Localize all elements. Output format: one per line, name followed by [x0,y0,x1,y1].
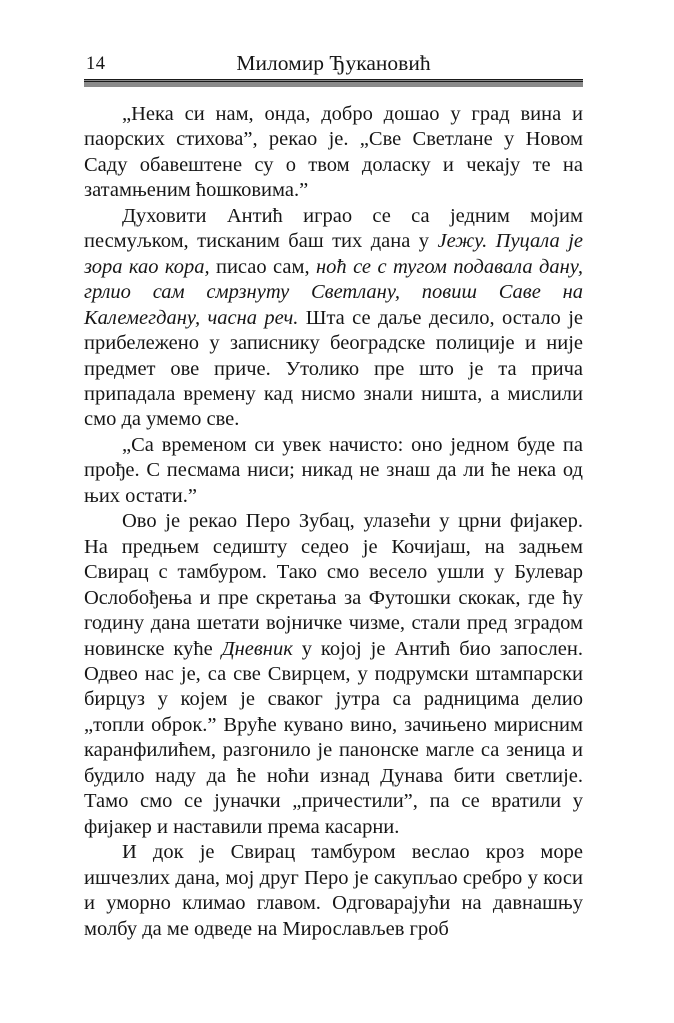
paragraph [84,204,583,433]
text-run: писао сам, [209,255,317,278]
text-run: Ово је рекао Перо Зубац, улазећи у црни фијакер. На предњем седишту седео је Кочијаш, на задњем Свирац с тамбуром. Тако смо весело ушли у Булевар Ослобођења и пре скретања за Футошки скокак, где ћу годину дана шетати војничке чизме, стали пред зградом новинске куће [84,510,583,660]
paragraph [84,509,583,840]
italic-text-run: Дневник [221,637,293,660]
text-run: „Са временом си увек начисто: оно једном буде па прође. С песмама ниси; никад не знаш да ли ће нека од њих остати.” [84,433,583,507]
italic-text-run: ноћ се с тугом подавала дану, грлио сам смрзнуту Светлану, повиш Саве на Калемегдану, часна реч. [84,255,584,329]
italic-text-run: Јежу. Пуцала је зора као кора, [84,230,584,278]
paragraph [84,433,583,509]
text-run: у којој је Антић био запослен. Одвео нас је, са све Свирцем, у подрумски штампарски бирцуз у којем је сваког јутра са радницима делио „топли оброк.” Вруће кувано вино, зачињено мирисним каранфилићем, разгонило је панонске магле са зеница и будило наду да ће ноћи изнад Дунава бити светлије. Тамо смо се јуначки „причестили”, па се вратили у фијакер и наставили према касарни. [84,637,583,838]
paragraph [84,840,583,942]
page-number: 14 [86,54,106,74]
text-run: Шта се даље десило, остало је прибележено у записнику београдске полиције и није предмет ове приче. Утолико пре што је та прича припадала времену кад нисмо знали ништа, а мислили смо да умемо све. [84,306,583,431]
page-text [84,102,583,942]
text-run: Духовити Антић играо се са једним мојим песмуљком, тисканим баш тих дана у [84,204,583,253]
page-header [84,48,583,75]
text-run: „Нека си нам, онда, добро дошао у град вина и паорских стихова”, рекао је. „Све Светлане у Новом Саду обавештене су о твом доласку и чекају те на затамњеним ћошковима.” [84,103,583,202]
running-title: Миломир Ђукановић [236,51,431,75]
text-run: И док је Свирац тамбуром веслао кроз море ишчезлих дана, мој друг Перо је сакупљао сребро у коси и уморно климао главом. Одговарајући на давнашњу молбу да ме одведе на Мирослављев гроб [84,841,583,940]
header-rule [84,79,583,87]
paragraph [84,102,583,204]
